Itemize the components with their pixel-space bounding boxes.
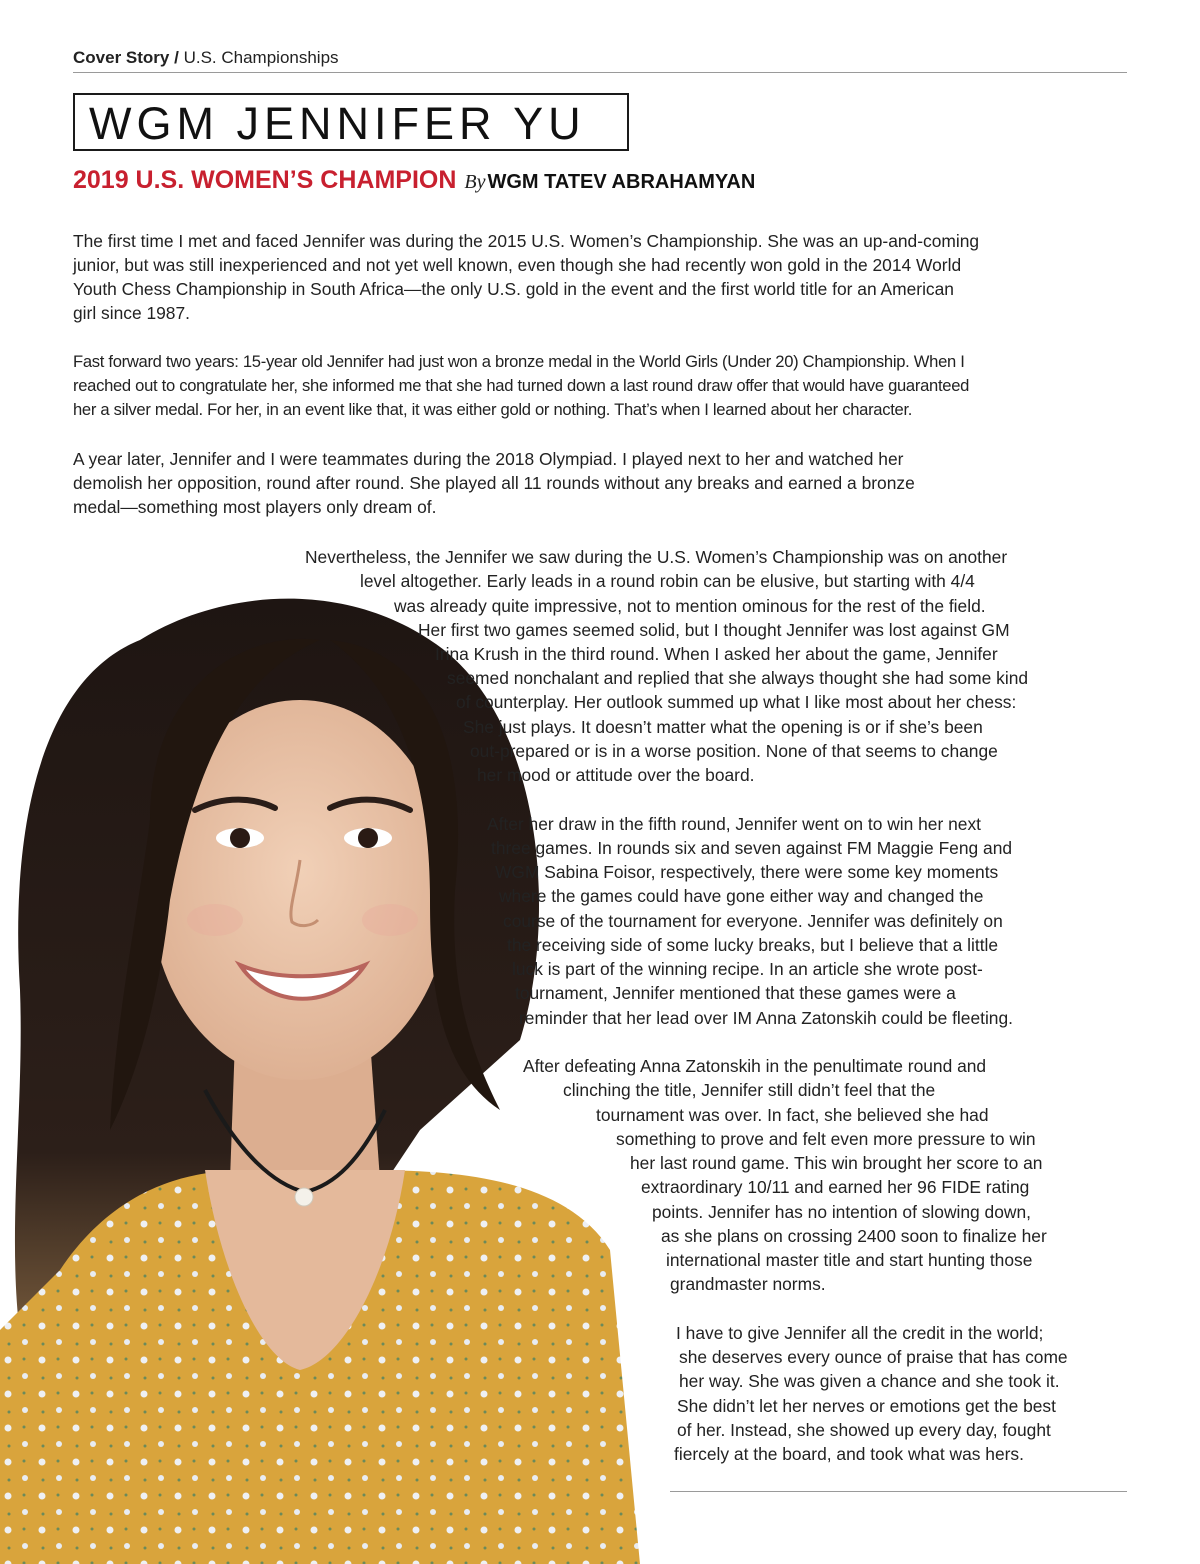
text-line: tournament, Jennifer mentioned that these games were a <box>515 983 956 1003</box>
text-line: I have to give Jennifer all the credit in the world; <box>676 1323 1044 1343</box>
text-line: grandmaster norms. <box>670 1274 826 1294</box>
text-line: The first time I met and faced Jennifer was during the 2015 U.S. Women’s Championship. She was an up-and-coming <box>73 231 980 251</box>
text-line: After her draw in the fifth round, Jennifer went on to win her next <box>487 814 981 834</box>
text-line: A year later, Jennifer and I were teammates during the 2018 Olympiad. I played next to her and watched her <box>73 449 904 469</box>
text-line: her a silver medal. For her, in an event like that, it was either gold or nothing. That’s when I learned about her character. <box>73 400 913 419</box>
wrapped-text-area <box>0 545 1200 1495</box>
section-header <box>73 48 339 68</box>
subsection-label: U.S. Championships <box>183 48 339 67</box>
footer-divider <box>670 1491 1127 1492</box>
text-line: where the games could have gone either way and changed the <box>499 886 984 906</box>
text-line: Youth Chess Championship in South Africa—the only U.S. gold in the event and the first world title for an American <box>73 279 954 299</box>
paragraph-2 <box>73 350 1133 422</box>
text-line: clinching the title, Jennifer still didn’t feel that the <box>563 1080 936 1100</box>
text-line: three games. In rounds six and seven against FM Maggie Feng and <box>491 838 1013 858</box>
text-line: her way. She was given a chance and she took it. <box>679 1371 1060 1391</box>
text-line: Nevertheless, the Jennifer we saw during the U.S. Women’s Championship was on another <box>305 547 1008 567</box>
text-line: level altogether. Early leads in a round robin can be elusive, but starting with 4/4 <box>360 571 975 591</box>
text-line: Her first two games seemed solid, but I thought Jennifer was lost against GM <box>418 620 1010 640</box>
section-label: Cover Story <box>73 48 170 67</box>
text-line: of her. Instead, she showed up every day, fought <box>677 1420 1051 1440</box>
text-line: reminder that her lead over IM Anna Zatonskih could be fleeting. <box>519 1008 1013 1028</box>
page-title: WGM JENNIFER YU <box>89 98 586 149</box>
header-divider <box>73 72 1127 73</box>
text-line: Fast forward two years: 15-year old Jennifer had just won a bronze medal in the World Girls (Under 20) Championship. When I <box>73 352 965 371</box>
text-line: was already quite impressive, not to mention ominous for the rest of the field. <box>394 596 986 616</box>
text-line: international master title and start hunting those <box>666 1250 1033 1270</box>
text-line: extraordinary 10/11 and earned her 96 FIDE rating <box>641 1177 1030 1197</box>
text-line: medal—something most players only dream of. <box>73 497 437 517</box>
text-line: luck is part of the winning recipe. In an article she wrote post- <box>512 959 983 979</box>
byline-by: By <box>464 171 486 193</box>
text-line: Irina Krush in the third round. When I asked her about the game, Jennifer <box>435 644 998 664</box>
text-line: After defeating Anna Zatonskih in the penultimate round and <box>523 1056 987 1076</box>
text-line: tournament was over. In fact, she believed she had <box>596 1105 989 1125</box>
text-line: fiercely at the board, and took what was hers. <box>674 1444 1024 1464</box>
text-line: WGM Sabina Foisor, respectively, there were some key moments <box>495 862 999 882</box>
text-line: out-prepared or is in a worse position. None of that seems to change <box>470 741 998 761</box>
text-line: of counterplay. Her outlook summed up what I like most about her chess: <box>456 692 1017 712</box>
text-line: demolish her opposition, round after round. She played all 11 rounds without any breaks and earned a bronze <box>73 473 915 493</box>
text-line: her last round game. This win brought her score to an <box>630 1153 1043 1173</box>
paragraph-1 <box>73 229 1133 325</box>
text-line: points. Jennifer has no intention of slowing down, <box>652 1202 1031 1222</box>
text-line: something to prove and felt even more pressure to win <box>616 1129 1036 1149</box>
author-name: WGM TATEV ABRAHAMYAN <box>487 171 756 193</box>
text-line: as she plans on crossing 2400 soon to finalize her <box>661 1226 1047 1246</box>
text-line: girl since 1987. <box>73 303 190 323</box>
text-line: she deserves every ounce of praise that has come <box>679 1347 1068 1367</box>
section-separator: / <box>174 48 179 67</box>
title-box <box>73 93 629 151</box>
paragraph-3 <box>73 447 1133 519</box>
headline: 2019 U.S. WOMEN’S CHAMPION <box>73 166 457 194</box>
text-line: reached out to congratulate her, she informed me that she had turned down a last round draw offer that would have guaranteed <box>73 376 970 395</box>
text-line: She didn’t let her nerves or emotions get the best <box>677 1396 1056 1416</box>
text-line: the receiving side of some lucky breaks, but I believe that a little <box>507 935 999 955</box>
text-line: course of the tournament for everyone. Jennifer was definitely on <box>503 911 1003 931</box>
subtitle <box>73 166 755 195</box>
text-line: junior, but was still inexperienced and not yet well known, even though she had recently won gold in the 2014 World <box>73 255 962 275</box>
text-line: seemed nonchalant and replied that she always thought she had some kind <box>447 668 1029 688</box>
text-line: her mood or attitude over the board. <box>477 765 755 785</box>
text-line: She just plays. It doesn’t matter what the opening is or if she’s been <box>463 717 983 737</box>
